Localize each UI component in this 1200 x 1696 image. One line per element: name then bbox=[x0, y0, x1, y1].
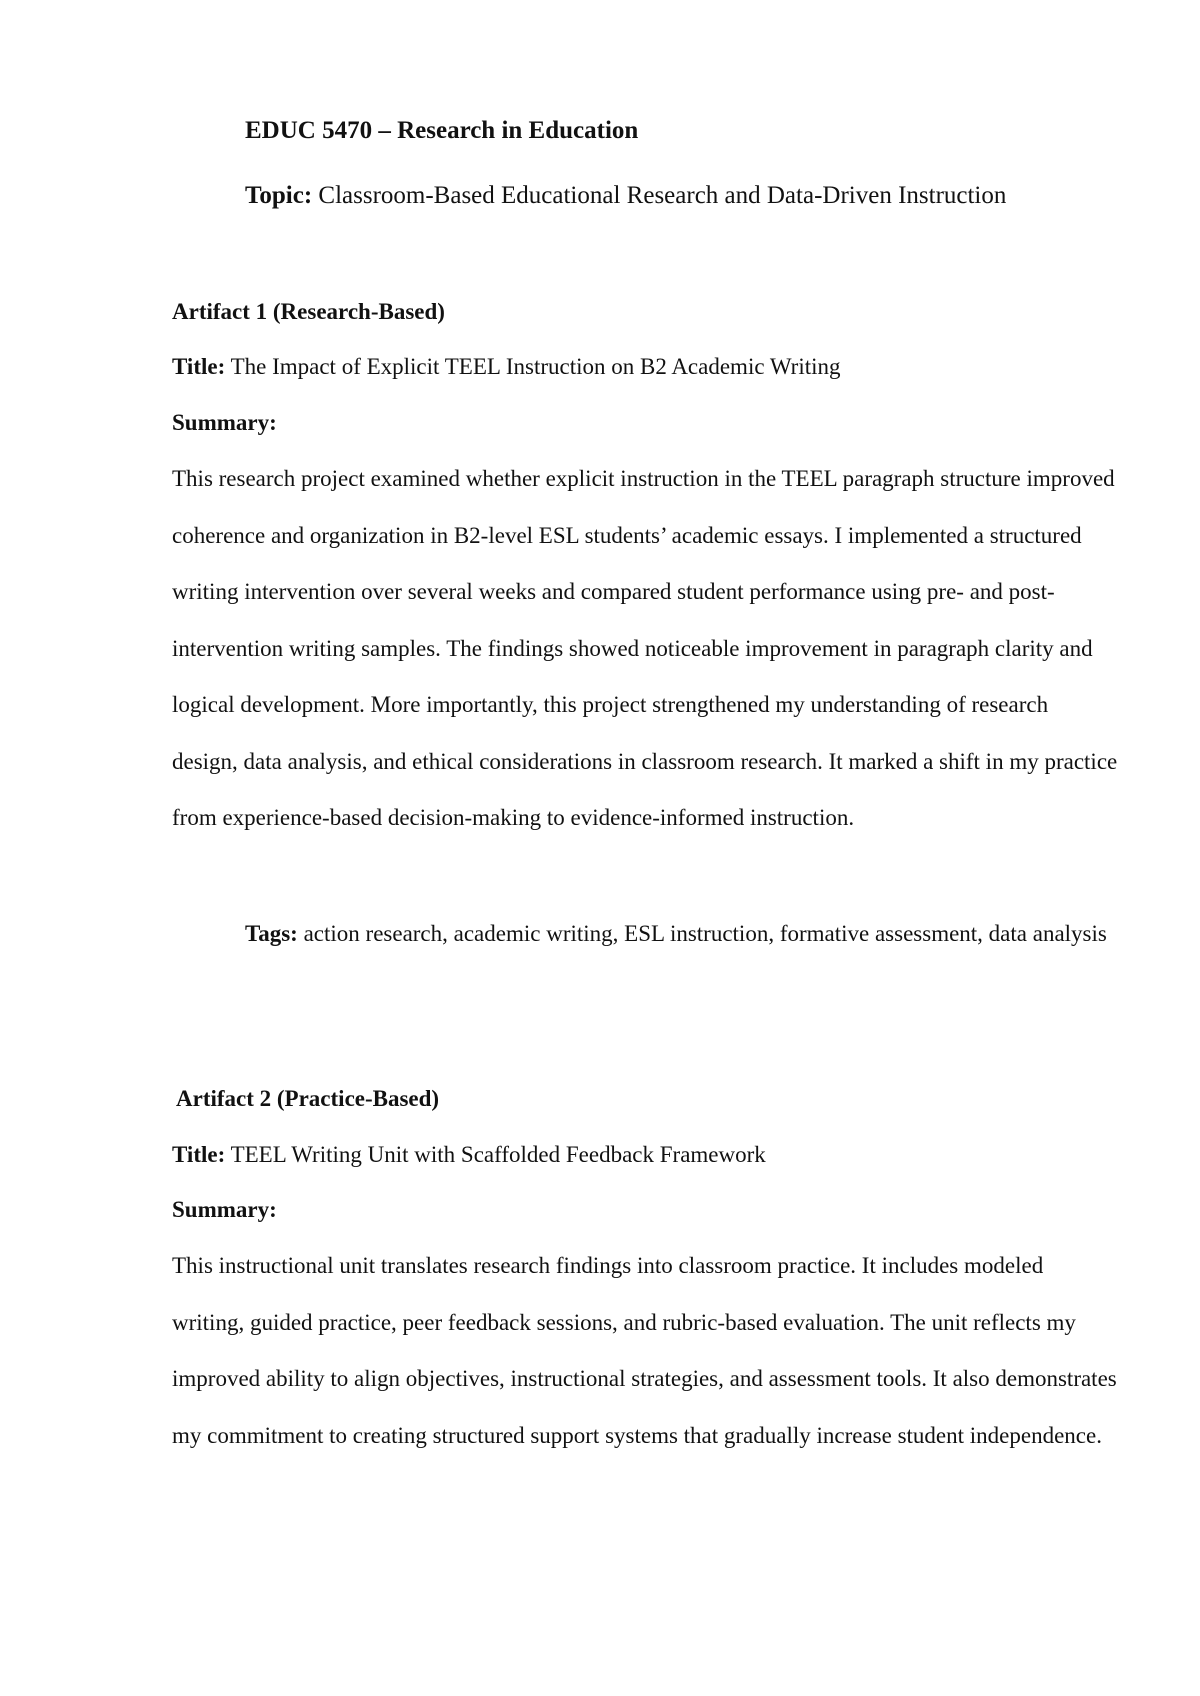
artifact1-heading: Artifact 1 (Research-Based) bbox=[172, 299, 445, 324]
artifact1-title-line bbox=[172, 352, 841, 382]
artifact1-summary-label: Summary: bbox=[172, 410, 277, 435]
artifact2-title-label: Title: bbox=[172, 1142, 226, 1167]
artifact2-heading: Artifact 2 (Practice-Based) bbox=[176, 1086, 440, 1111]
artifact2-summary-text: This instructional unit translates research findings into classroom practice. It includes modeled writing, guided practice, peer feedback sessions, and rubric-based evaluation. The unit reflects my improved ability to align objectives, instructional strategies, and assessment tools. It also demonstrates my commitment to creating structured support systems that gradually increase student independence. bbox=[172, 1253, 1117, 1448]
artifact1-tags bbox=[172, 906, 1119, 963]
topic-line bbox=[245, 181, 1006, 211]
topic-text: Classroom-Based Educational Research and Data-Driven Instruction bbox=[318, 182, 1007, 209]
course-title: EDUC 5470 – Research in Education bbox=[245, 117, 639, 144]
artifact1-title-label: Title: bbox=[172, 354, 226, 379]
artifact1-summary-text: This research project examined whether explicit instruction in the TEEL paragraph structure improved coherence and organization in B2-level ESL students’ academic essays. I implemented a structured writing intervention over several weeks and compared student performance using pre- and post-intervention writing samples. The findings showed noticeable improvement in paragraph clarity and logical development. More importantly, this project strengthened my understanding of research design, data analysis, and ethical considerations in classroom research. It marked a shift in my practice from experience-based decision-making to evidence-informed instruction. bbox=[172, 466, 1118, 830]
artifact2-title-text: TEEL Writing Unit with Scaffolded Feedback Framework bbox=[230, 1142, 766, 1167]
artifact1-title-text: The Impact of Explicit TEEL Instruction on B2 Academic Writing bbox=[230, 354, 841, 379]
artifact1-tags-label: Tags: bbox=[245, 921, 298, 946]
artifact2-title-line bbox=[172, 1140, 766, 1170]
artifact2-summary-label: Summary: bbox=[172, 1197, 277, 1222]
artifact1-tags-text: action research, academic writing, ESL instruction, formative assessment, data analysis bbox=[303, 921, 1107, 946]
topic-label: Topic: bbox=[245, 182, 313, 209]
